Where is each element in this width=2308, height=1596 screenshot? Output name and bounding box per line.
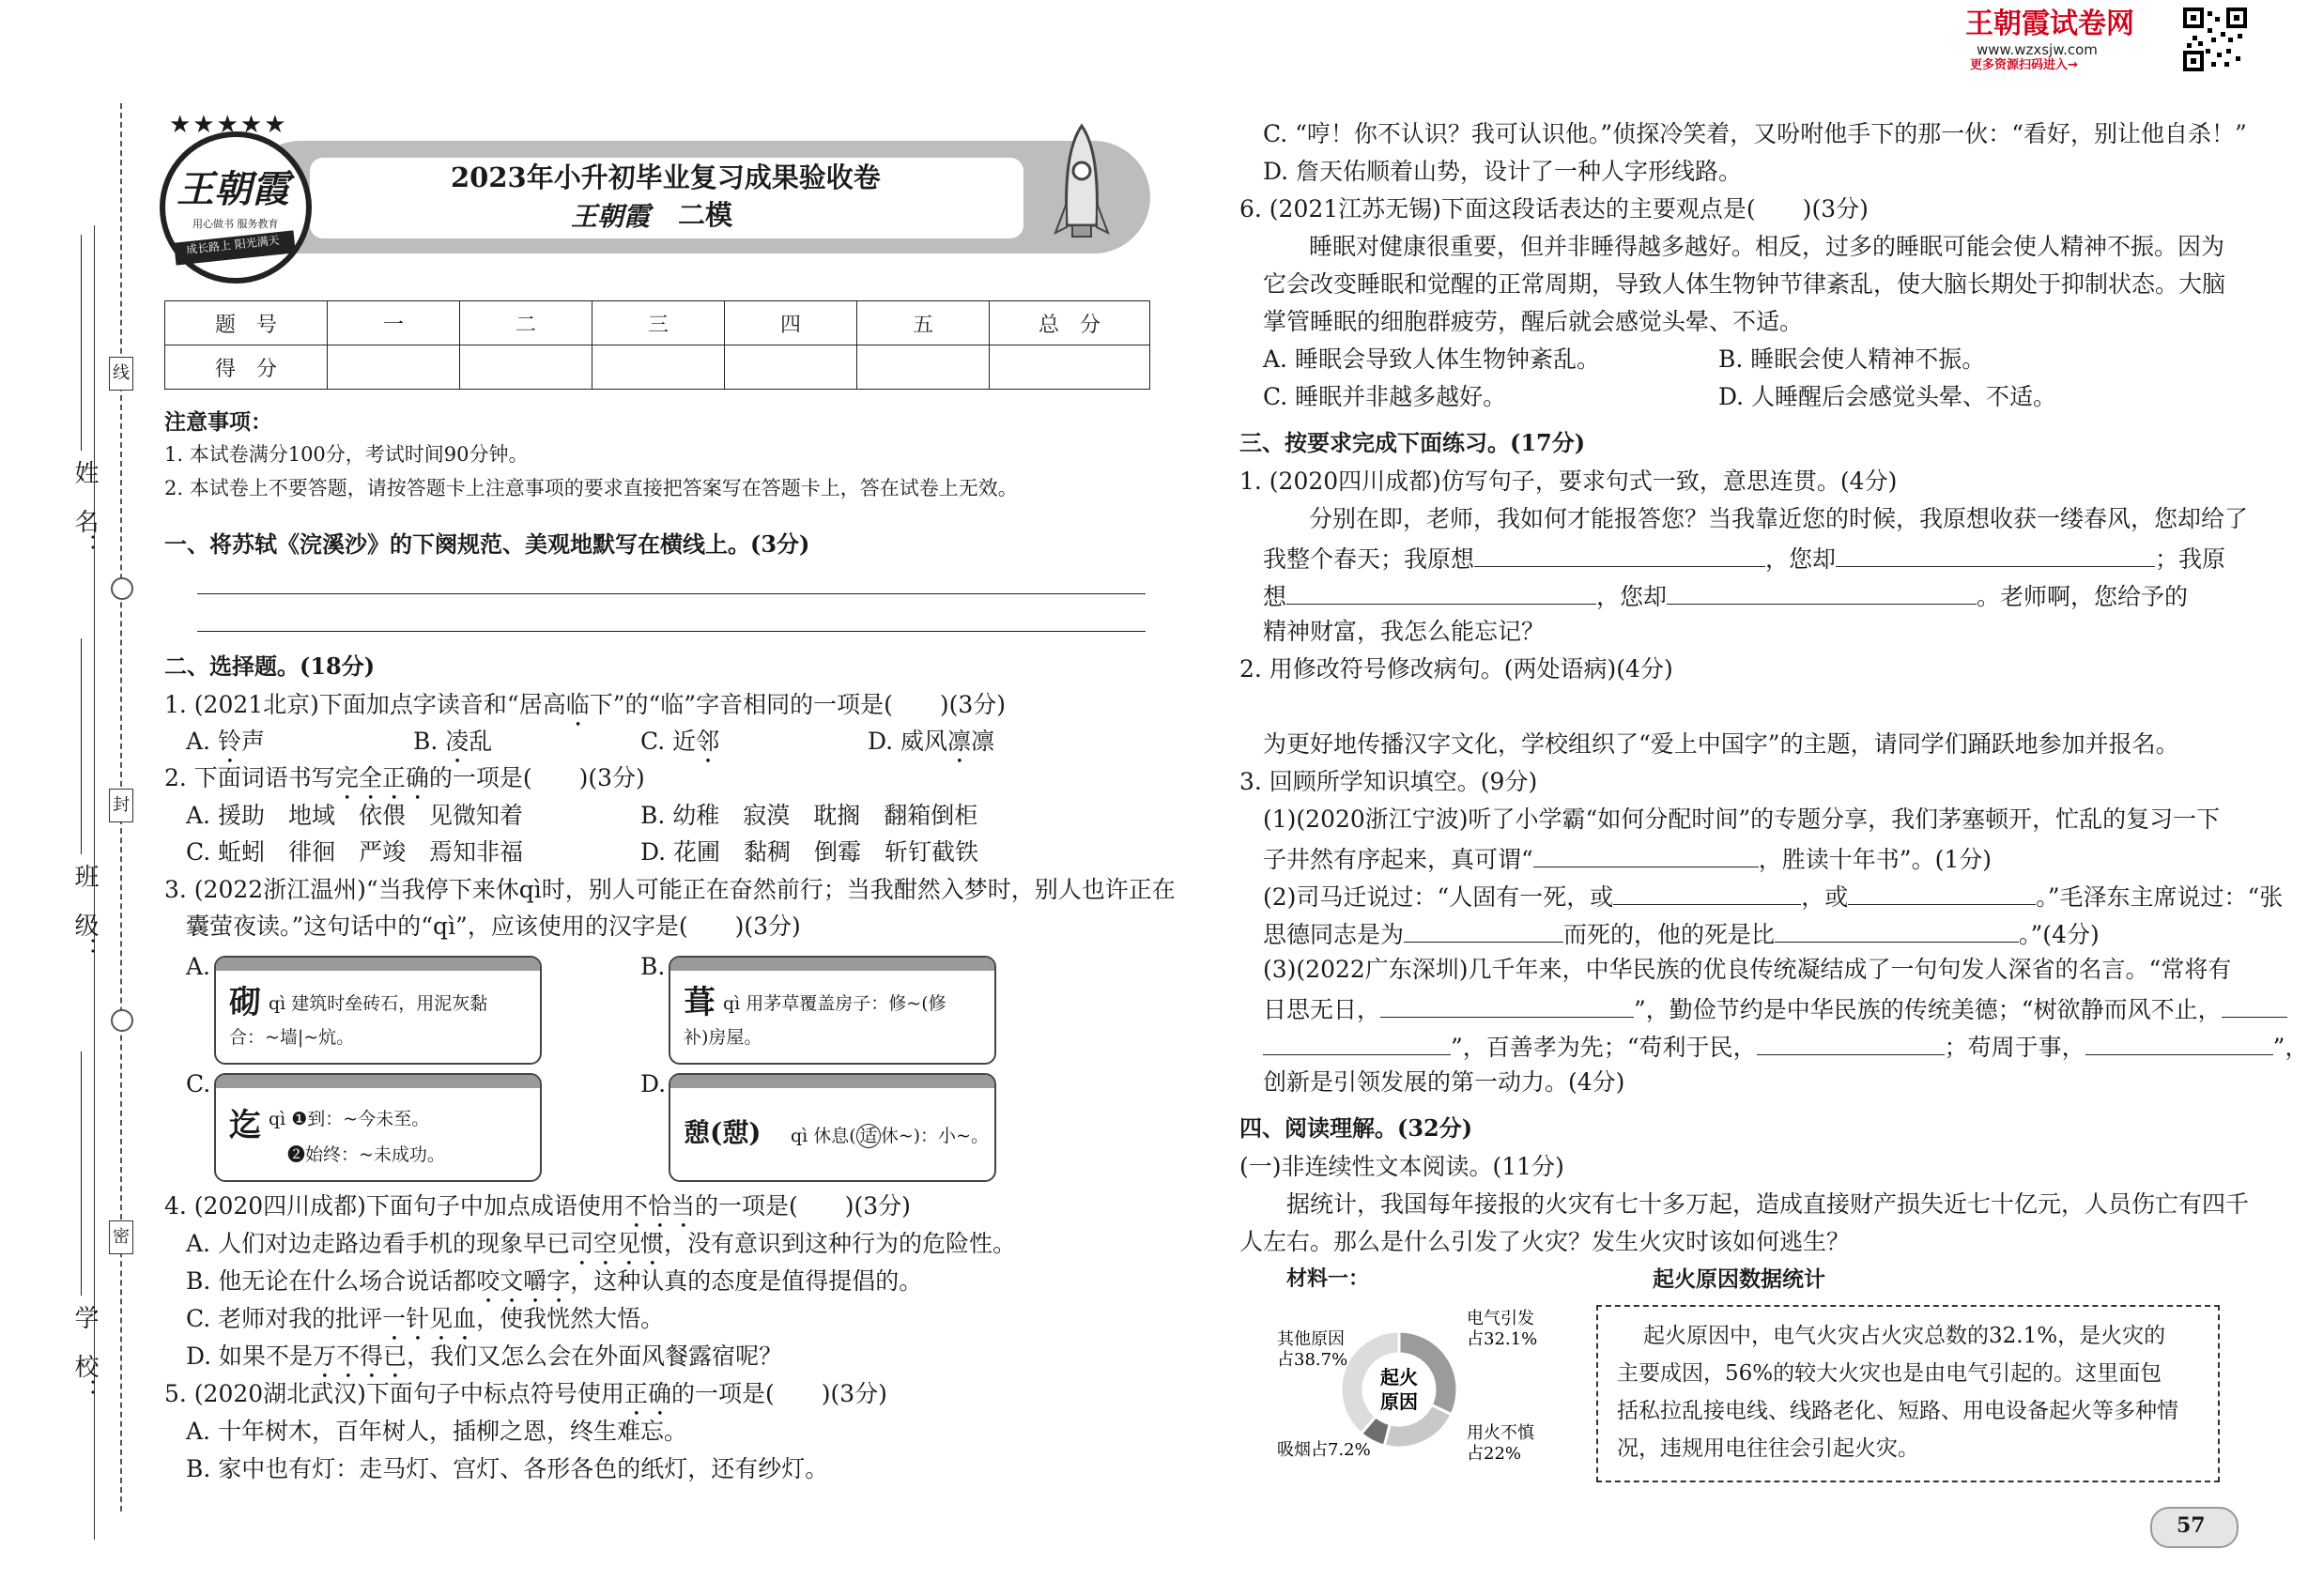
q1-option-b[interactable]: B. 凌乱	[413, 728, 493, 755]
blank[interactable]	[1286, 580, 1596, 605]
section-1-title: 一、将苏轼《浣溪沙》的下阕规范、美观地默写在横线上。(3分)	[164, 530, 810, 558]
binding-mark-xian: 线	[109, 357, 133, 391]
binding-circle-1	[111, 577, 133, 600]
blank[interactable]	[2222, 993, 2287, 1018]
score-input[interactable]	[990, 345, 1150, 390]
q6-option-d[interactable]: D. 人睡醒后会感觉头晕、不适。	[1718, 383, 2057, 410]
q1-option-d[interactable]: D. 威风凛凛	[868, 728, 995, 755]
pie-label-其他原因: 其他原因	[1277, 1329, 1345, 1349]
header-subtitle-brand: 王朝霞	[571, 201, 651, 232]
blank[interactable]	[1757, 1031, 1945, 1055]
q4-option-b[interactable]: B. 他无论在什么场合说话都咬文嚼字，这种认真的态度是值得提倡的。	[186, 1267, 923, 1295]
blank[interactable]	[1613, 881, 1801, 905]
q6-passage: 掌管睡眠的细胞群疲劳，醒后就会感觉头晕、不适。	[1263, 308, 1804, 335]
s3-q1-text: 我整个春天；我原想 ，您却 ；我原	[1263, 543, 2225, 574]
blank[interactable]	[1667, 580, 1977, 605]
q2-option-d[interactable]: D. 花圃 黏稠 倒霉 斩钉截铁	[640, 838, 979, 866]
s3-q3-text: 思德同志是为 而死的，他的死是比 。”(4分)	[1263, 918, 2100, 949]
chart-center-title: 起火	[1380, 1366, 1418, 1389]
qr-code-icon[interactable]	[2183, 8, 2247, 71]
q3-b-char: 葺	[684, 984, 715, 1021]
class-field[interactable]	[81, 638, 82, 854]
pie-label-电气引发: 电气引发	[1467, 1309, 1534, 1328]
s4-intro: 据统计，我国每年接报的火灾有七十多万起，造成直接财产损失近七十亿元，人员伤亡有四千	[1286, 1190, 2250, 1218]
school-field[interactable]	[81, 1051, 82, 1296]
section-4-title: 四、阅读理解。(32分)	[1239, 1114, 1473, 1142]
school-label: 学 校：	[70, 1305, 99, 1403]
blank[interactable]	[1404, 918, 1563, 943]
score-table	[164, 300, 1150, 390]
score-cell: 二	[460, 301, 592, 345]
section-2-title: 二、选择题。(18分)	[164, 652, 376, 680]
material-1-textbox	[1596, 1305, 2220, 1482]
q6-option-b[interactable]: B. 睡眠会使人精神不振。	[1718, 345, 1986, 373]
q1-stem: 1. (2021北京)下面加点字读音和“居高临下”的“临”字音相同的一项是( )(3分)	[164, 691, 1006, 718]
score-cell: 一	[328, 301, 460, 345]
blank[interactable]	[2085, 1031, 2273, 1055]
q6-passage: 它会改变睡眠和觉醒的正常周期，导致人体生物钟节律紊乱，使大脑长期处于抑制状态。大脑	[1263, 270, 2226, 298]
logo-sub: 用心做书 服务教育	[192, 218, 279, 230]
fire-cause-donut-chart	[1258, 1305, 1540, 1493]
q3-stem-line2: 囊萤夜读。”这句话中的“qì”，应该使用的汉字是( )(3分)	[186, 913, 801, 940]
q2-stem: 2. 下面词语书写完全正确的一项是( )(3分)	[164, 764, 645, 791]
chart-center-title: 原因	[1380, 1390, 1418, 1413]
s3-q3-text: (2)司马迁说过：“人固有一死，或 ，或 。”毛泽东主席说过：“张	[1263, 881, 2283, 912]
brand-url: www.wzxsjw.com	[1977, 41, 2098, 58]
header-subtitle: 二模	[678, 199, 733, 231]
score-cell: 四	[725, 301, 857, 345]
q2-option-b[interactable]: B. 幼稚 寂漠 耽搁 翻箱倒柜	[640, 802, 978, 829]
q6-passage: 睡眠对健康很重要，但并非睡得越多越好。相反，过多的睡眠可能会使人精神不振。因为	[1309, 233, 2225, 260]
q3-c-def: ❷始终：~未成功。	[287, 1144, 445, 1165]
score-input[interactable]	[725, 345, 857, 390]
pie-label-用火不慎: 占22%	[1467, 1444, 1522, 1464]
name-field[interactable]	[81, 235, 82, 451]
q6-option-a[interactable]: A. 睡眠会导致人体生物钟紊乱。	[1263, 345, 1600, 373]
pie-label-用火不慎: 用火不慎	[1467, 1423, 1534, 1443]
q4-option-d[interactable]: D. 如果不是万不得已，我们又怎么会在外面风餐露宿呢？	[186, 1343, 783, 1370]
binding-mark-mi: 密	[109, 1220, 133, 1254]
q3-a-char: 砌	[229, 984, 261, 1021]
score-input[interactable]	[857, 345, 990, 390]
s3-q3-text: 创新是引领发展的第一动力。(4分)	[1263, 1068, 1625, 1096]
s3-q2-sentence[interactable]: 为更好地传播汉字文化，学校组织了“爱上中国字”的主题，请同学们踊跃地参加并报名。	[1263, 730, 2179, 758]
q5-option-d[interactable]: D. 詹天佑顺着山势，设计了一种人字形线路。	[1263, 158, 1743, 185]
pie-label-其他原因: 占38.7%	[1277, 1350, 1348, 1370]
brand-tagline: 更多资源扫码进入→	[1970, 58, 2078, 72]
s4-part1-title: (一)非连续性文本阅读。(11分)	[1239, 1153, 1564, 1180]
score-cell: 三	[592, 301, 725, 345]
chart-heading: 起火原因数据统计	[1653, 1267, 1825, 1292]
material-label: 材料一：	[1286, 1267, 1370, 1291]
notice-item: 1. 本试卷满分100分，考试时间90分钟。	[164, 443, 529, 466]
blank[interactable]	[1775, 918, 2019, 943]
header-title: 2023年小升初毕业复习成果验收卷	[451, 161, 881, 193]
blank[interactable]	[1263, 1031, 1451, 1055]
q4-option-a[interactable]: A. 人们对边走路边看手机的现象早已司空见惯，没有意识到这种行为的危险性。	[186, 1230, 1016, 1257]
notice-title: 注意事项：	[164, 409, 272, 435]
score-cell: 得 分	[165, 345, 328, 390]
blank[interactable]	[1848, 881, 2036, 905]
s3-q3-text: (3)(2022广东深圳)几千年来，中华民族的优良传统凝结成了一句句发人深省的名言。“常将有	[1263, 956, 2232, 983]
q5-option-c[interactable]: C. “哼！你不认识？我可认识他。”侦探冷笑着，又吩咐他手下的那一伙：“看好，别让他自杀！”	[1263, 120, 2247, 147]
q4-stem: 4. (2020四川成都)下面句子中加点成语使用不恰当的一项是( )(3分)	[164, 1192, 911, 1220]
q3-d-def: qì 休息( 适 休~)：小~。	[791, 1126, 989, 1146]
s3-q2-stem: 2. 用修改符号修改病句。(两处语病)(4分)	[1239, 655, 1673, 683]
q2-option-a[interactable]: A. 援助 地域 依偎 见微知着	[186, 802, 523, 829]
q3-b-def: 补)房屋。	[684, 1027, 762, 1048]
q3-a-def: 合：~墙|~炕。	[229, 1027, 355, 1048]
q3-b-def: qì 用茅草覆盖房子：修~(修	[723, 993, 946, 1014]
notice-item: 2. 本试卷上不要答题，请按答题卡上注意事项的要求直接把答案写在答题卡上，答在试卷上无效。	[164, 477, 1018, 499]
s3-q1-text: 分别在即，老师，我如何才能报答您？当我靠近您的时候，我原想收获一缕春风，您却给了	[1309, 505, 2249, 532]
q3-option-a-card[interactable]	[214, 956, 542, 1065]
q3-a-def: qì 建筑时垒砖石，用泥灰黏	[269, 993, 488, 1014]
q3-option-a-label[interactable]: A.	[186, 953, 211, 980]
score-table-row	[165, 301, 1150, 345]
material-1-text: 况，违规用电往往会引起火灾。	[1617, 1436, 1919, 1461]
binding-circle-2	[111, 1009, 133, 1032]
material-1-text: 起火原因中，电气火灾占火灾总数的32.1%，是火灾的	[1643, 1324, 2166, 1348]
score-cell: 总 分	[990, 301, 1150, 345]
q1-option-a[interactable]: A. 铃声	[186, 728, 265, 755]
material-1-text: 括私拉乱接电线、线路老化、短路、用电设备起火等多种情	[1617, 1399, 2178, 1423]
s3-q3-text: (1)(2020浙江宁波)听了小学霸“如何分配时间”的专题分享，我们茅塞顿开，忙乱的复习一下	[1263, 806, 2221, 833]
q3-option-d-card[interactable]	[669, 1073, 996, 1182]
q3-c-def: qì ❶到：~今未至。	[269, 1109, 430, 1129]
s3-q3-stem: 3. 回顾所学知识填空。(9分)	[1239, 768, 1538, 795]
q1-option-c[interactable]: C. 近邻	[640, 728, 720, 755]
pie-label-电气引发: 占32.1%	[1467, 1329, 1538, 1349]
brand-name: 王朝霞试卷网	[1965, 8, 2134, 40]
q5-option-b[interactable]: B. 家中也有灯：走马灯、宫灯、各形各色的纸灯，还有纱灯。	[186, 1455, 829, 1482]
logo-text: 王朝霞	[177, 167, 289, 211]
q3-stem-line1: 3. (2022浙江温州)“当我停下来休qì时，别人可能正在奋然前行；当我酣然入梦时，别人也许正在	[164, 876, 1176, 903]
q3-option-c-label[interactable]: C.	[186, 1070, 211, 1097]
circled-char: 适	[856, 1124, 881, 1148]
q2-option-c[interactable]: C. 蚯蚓 徘徊 严竣 焉知非福	[186, 838, 524, 866]
q3-d-char: 憩(憇)	[684, 1117, 762, 1148]
blank[interactable]	[1836, 543, 2155, 567]
q5-option-a[interactable]: A. 十年树木，百年树人，插柳之恩，终生难忘。	[186, 1418, 687, 1445]
s4-intro: 人左右。那么是什么引发了火灾？发生火灾时该如何逃生？	[1239, 1228, 1851, 1255]
rocket-icon	[1052, 122, 1112, 263]
class-label: 班 级：	[70, 864, 99, 961]
score-input[interactable]	[460, 345, 592, 390]
s3-q3-text: ”，百善孝为先；“苟利于民， ；苟周于事， ”，	[1263, 1031, 2308, 1062]
q3-option-b-card[interactable]	[669, 956, 996, 1065]
score-cell: 五	[857, 301, 990, 345]
pie-label-吸烟: 吸烟占7.2%	[1277, 1440, 1371, 1460]
s3-q3-text: 子井然有序起来，真可谓“ ，胜读十年书”。(1分)	[1263, 843, 1992, 874]
binding-mark-feng: 封	[109, 789, 133, 822]
q3-c-char: 迄	[229, 1107, 261, 1144]
score-input[interactable]	[592, 345, 725, 390]
score-input[interactable]	[328, 345, 460, 390]
s3-q1-stem: 1. (2020四川成都)仿写句子，要求句式一致，意思连贯。(4分)	[1239, 468, 1898, 495]
q6-option-c[interactable]: C. 睡眠并非越多越好。	[1263, 383, 1507, 410]
name-label: 姓 名：	[70, 460, 99, 558]
q6-stem: 6. (2021江苏无锡)下面这段话表达的主要观点是( )(3分)	[1239, 195, 1869, 223]
q5-stem: 5. (2020湖北武汉)下面句子中标点符号使用正确的一项是( )(3分)	[164, 1380, 887, 1407]
s3-q1-text: 想 ，您却 。老师啊，您给予的	[1263, 580, 2188, 611]
blank[interactable]	[1474, 543, 1765, 567]
q3-option-d-label[interactable]: D.	[640, 1070, 667, 1097]
blank[interactable]	[1380, 993, 1634, 1018]
s3-q1-text: 精神财富，我怎么能忘记？	[1263, 618, 1546, 645]
blank[interactable]	[1533, 843, 1759, 867]
answer-line[interactable]	[197, 631, 1146, 632]
section-3-title: 三、按要求完成下面练习。(17分)	[1239, 429, 1586, 456]
score-table-row	[165, 345, 1150, 390]
answer-line[interactable]	[197, 593, 1146, 594]
logo-ribbon-text: 成长路上 阳光满天	[185, 233, 281, 257]
q4-option-c[interactable]: C. 老师对我的批评一针见血，使我恍然大悟。	[186, 1305, 665, 1332]
logo-stars-icon: ★★★★★	[169, 111, 288, 139]
material-1-text: 主要成因，56%的较大火灾也是由电气引起的。这里面包	[1617, 1361, 2162, 1386]
page-number: 57	[2177, 1513, 2206, 1538]
q3-option-c-card[interactable]	[214, 1073, 542, 1182]
q3-option-b-label[interactable]: B.	[640, 953, 666, 980]
s3-q3-text: 日思无日， ”，勤俭节约是中华民族的传统美德；“树欲静而风不止，	[1263, 993, 2287, 1024]
score-cell: 题 号	[165, 301, 328, 345]
